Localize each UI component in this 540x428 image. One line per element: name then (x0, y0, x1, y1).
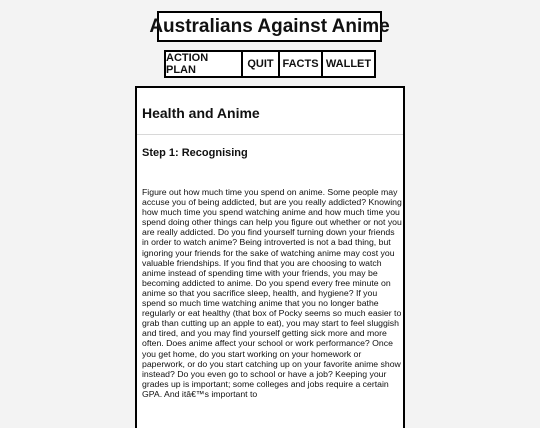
site-title: Australians Against Anime (157, 11, 382, 42)
nav-quit[interactable]: QUIT (243, 52, 280, 76)
step-title: Step 1: Recognising (142, 147, 248, 159)
main-nav (164, 50, 376, 78)
heading-divider (137, 134, 403, 135)
nav-facts[interactable]: FACTS (280, 52, 323, 76)
nav-wallet[interactable]: WALLET (325, 58, 372, 70)
article-panel (135, 86, 405, 428)
nav-action-plan[interactable]: ACTION PLAN (166, 52, 243, 76)
article-heading: Health and Anime (142, 105, 260, 121)
article-body: Figure out how much time you spend on anime. Some people may accuse you of being addicted, but are you really addicted? Knowing how much time you spend watching anime and how much time you spend doing other things can help you figure out whether or not you are really addicted. Do you find yourself turning down your friends in order to watch anime? Being introverted is not a bad thing, but ignoring your friends for the sake of watching anime may cost you valuable friendships. If you find that you are choosing to watch anime instead of spending time with your friends, you may be becoming addicted to anime. Do you spend every free minute on anime so that you sacrifice sleep, health, and hygiene? If you spend so much time watching anime that you no longer bathe regularly or eat healthy (that box of Pocky seems so much easier to grab than cutting up an apple to eat), you may start to feel sluggish and tired, and you may find yourself getting sick more and more often. Does anime affect your school or work performance? Once you get home, do you start working on your homework or paperwork, or do you start catching up on your favorite anime show instead? Do you even go to school or have a job? Keeping your grades up is important; some colleges and jobs require a certain GPA. And itâ€™s important to (142, 187, 402, 399)
